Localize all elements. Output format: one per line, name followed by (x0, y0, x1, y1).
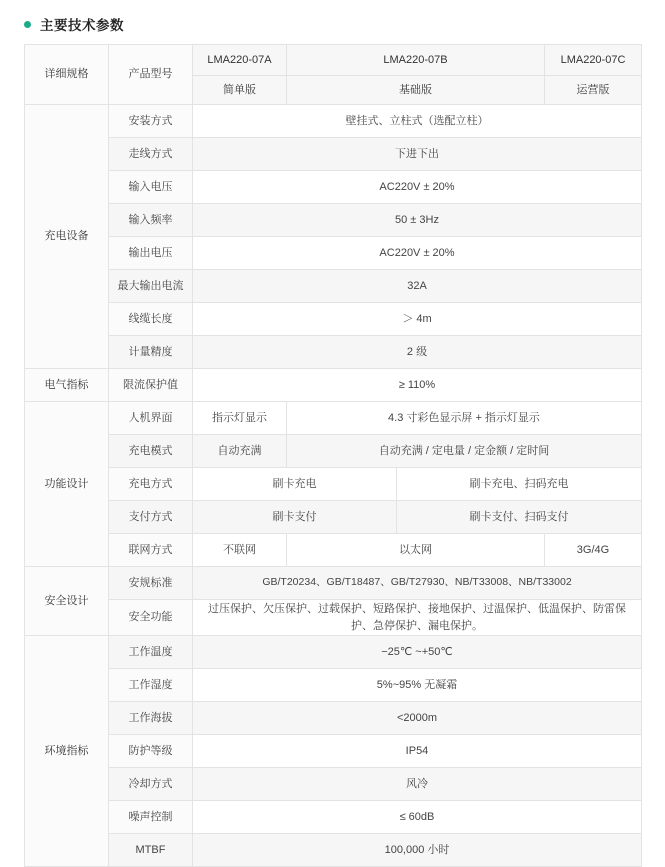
table-row (25, 402, 642, 435)
row-value: AC220V ± 20% (193, 171, 642, 204)
header-version-b: 基础版 (287, 76, 545, 105)
table-row (25, 435, 642, 468)
row-label: 安装方式 (109, 105, 193, 138)
spec-table-wrap (0, 44, 665, 867)
row-label: 联网方式 (109, 534, 193, 567)
table-row (25, 702, 642, 735)
header-model-a: LMA220-07A (193, 45, 287, 76)
table-row (25, 105, 642, 138)
row-value: 50 ± 3Hz (193, 204, 642, 237)
row-value: AC220V ± 20% (193, 237, 642, 270)
row-label: 噪声控制 (109, 801, 193, 834)
header-model-c: LMA220-07C (545, 45, 642, 76)
header-version-a: 简单版 (193, 76, 287, 105)
row-label: 计量精度 (109, 336, 193, 369)
row-value: 5%~95% 无凝霜 (193, 669, 642, 702)
table-row (25, 270, 642, 303)
table-row (25, 636, 642, 669)
table-row (25, 171, 642, 204)
row-label: 冷却方式 (109, 768, 193, 801)
row-label: 人机界面 (109, 402, 193, 435)
row-label: 走线方式 (109, 138, 193, 171)
row-value-a: 不联网 (193, 534, 287, 567)
page-title-text: 主要技术参数 (40, 18, 124, 33)
table-row (25, 768, 642, 801)
category-function-design: 功能设计 (25, 402, 109, 567)
page-title (0, 0, 665, 44)
table-row (25, 501, 642, 534)
bullet-icon (24, 21, 31, 28)
row-label: 充电模式 (109, 435, 193, 468)
header-version-c: 运营版 (545, 76, 642, 105)
table-row (25, 834, 642, 867)
row-label: 限流保护值 (109, 369, 193, 402)
table-row (25, 669, 642, 702)
table-row (25, 303, 642, 336)
row-value: ＞ 4m (193, 303, 642, 336)
category-charging-equipment: 充电设备 (25, 105, 109, 369)
row-value-bc: 4.3 寸彩色显示屏 + 指示灯显示 (287, 402, 642, 435)
row-value-ab: 刷卡充电 (193, 468, 397, 501)
row-label: 线缆长度 (109, 303, 193, 336)
row-value: <2000m (193, 702, 642, 735)
table-row (25, 369, 642, 402)
row-value-a: 指示灯显示 (193, 402, 287, 435)
row-label: 工作海拔 (109, 702, 193, 735)
table-row (25, 801, 642, 834)
row-value-a: 自动充满 (193, 435, 287, 468)
table-row (25, 600, 642, 636)
row-label: MTBF (109, 834, 193, 867)
table-row (25, 735, 642, 768)
table-row (25, 237, 642, 270)
row-value: IP54 (193, 735, 642, 768)
category-safety-design: 安全设计 (25, 567, 109, 636)
row-value: 100,000 小时 (193, 834, 642, 867)
row-value: 32A (193, 270, 642, 303)
row-label: 输入电压 (109, 171, 193, 204)
category-environment: 环境指标 (25, 636, 109, 867)
table-row (25, 336, 642, 369)
row-value: 2 级 (193, 336, 642, 369)
row-label: 输入频率 (109, 204, 193, 237)
table-row (25, 204, 642, 237)
row-label: 充电方式 (109, 468, 193, 501)
row-value: ≥ 110% (193, 369, 642, 402)
row-label: 输出电压 (109, 237, 193, 270)
category-electrical: 电气指标 (25, 369, 109, 402)
row-label: 最大输出电流 (109, 270, 193, 303)
row-label: 工作湿度 (109, 669, 193, 702)
row-value: GB/T20234、GB/T18487、GB/T27930、NB/T33008、NB/T33002 (193, 567, 642, 600)
row-value: 壁挂式、立柱式（选配立柱） (193, 105, 642, 138)
row-value: 下进下出 (193, 138, 642, 171)
row-value: −25℃ ~+50℃ (193, 636, 642, 669)
row-label: 支付方式 (109, 501, 193, 534)
header-model-b: LMA220-07B (287, 45, 545, 76)
row-value-c: 刷卡支付、扫码支付 (397, 501, 642, 534)
row-value-c: 3G/4G (545, 534, 642, 567)
row-value: ≤ 60dB (193, 801, 642, 834)
header-col-spec: 详细规格 (25, 45, 109, 105)
row-value-b: 以太网 (287, 534, 545, 567)
row-label: 防护等级 (109, 735, 193, 768)
header-col-model: 产品型号 (109, 45, 193, 105)
row-value-ab: 刷卡支付 (193, 501, 397, 534)
row-label: 安全功能 (109, 600, 193, 636)
row-value-c: 刷卡充电、扫码充电 (397, 468, 642, 501)
row-value-bc: 自动充满 / 定电量 / 定金额 / 定时间 (287, 435, 642, 468)
table-row (25, 468, 642, 501)
table-row (25, 534, 642, 567)
row-label: 工作温度 (109, 636, 193, 669)
table-row (25, 567, 642, 600)
row-value: 过压保护、欠压保护、过载保护、短路保护、接地保护、过温保护、低温保护、防雷保护、急停保护、漏电保护。 (193, 600, 642, 636)
row-label: 安规标准 (109, 567, 193, 600)
row-value: 风冷 (193, 768, 642, 801)
table-row (25, 138, 642, 171)
table-header-row-models (25, 45, 642, 76)
spec-table (24, 44, 642, 867)
